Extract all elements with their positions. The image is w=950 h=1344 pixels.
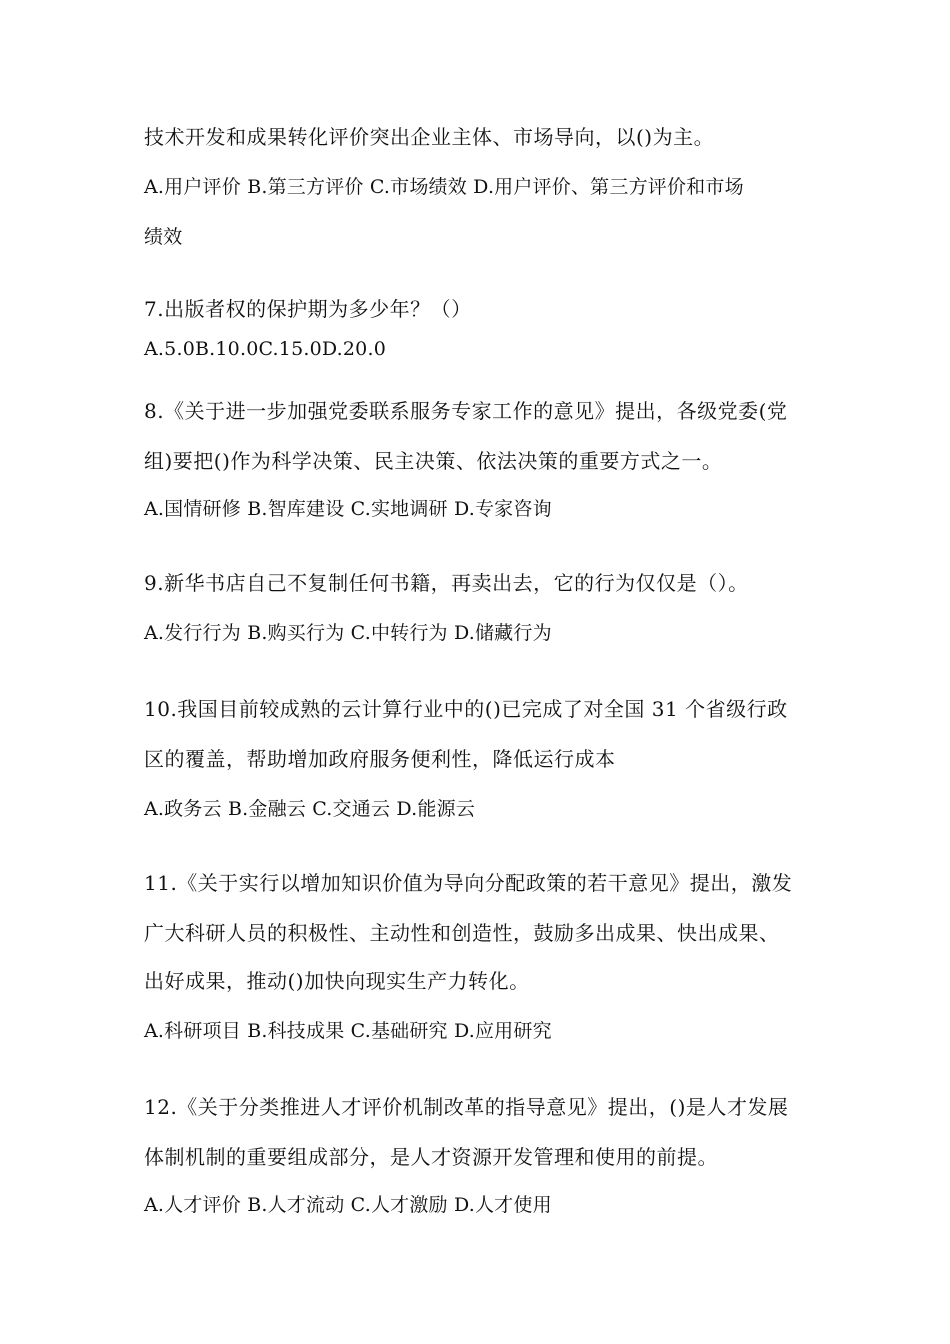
question-6-stem: 技术开发和成果转化评价突出企业主体、市场导向，以()为主。 <box>144 125 715 149</box>
question-12-options: A.人才评价 B.人才流动 C.人才激励 D.人才使用 <box>144 1194 552 1216</box>
question-11-stem-end: 出好成果，推动()加快向现实生产力转化。 <box>144 969 530 993</box>
question-12-stem: 12.《关于分类推进人才评价机制改革的指导意见》提出，()是人才发展 <box>144 1095 789 1119</box>
question-8-stem-continued: 组)要把()作为科学决策、民主决策、依法决策的重要方式之一。 <box>144 449 723 473</box>
question-7-options: A.5.0B.10.0C.15.0D.20.0 <box>144 338 386 360</box>
question-12-stem-continued: 体制机制的重要组成部分，是人才资源开发管理和使用的前提。 <box>144 1145 718 1169</box>
question-10-stem: 10.我国目前较成熟的云计算行业中的()已完成了对全国 31 个省级行政 <box>144 697 788 721</box>
question-9-options: A.发行行为 B.购买行为 C.中转行为 D.储藏行为 <box>144 622 552 644</box>
question-11-stem: 11.《关于实行以增加知识价值为导向分配政策的若干意见》提出，激发 <box>144 871 793 895</box>
question-11-stem-continued: 广大科研人员的积极性、主动性和创造性，鼓励多出成果、快出成果、 <box>144 921 780 945</box>
question-8-options: A.国情研修 B.智库建设 C.实地调研 D.专家咨询 <box>144 498 552 520</box>
question-8-stem: 8.《关于进一步加强党委联系服务专家工作的意见》提出，各级党委(党 <box>144 399 788 423</box>
question-6-options-continued: 绩效 <box>144 226 183 248</box>
question-9-stem: 9.新华书店自己不复制任何书籍，再卖出去，它的行为仅仅是（）。 <box>144 571 749 595</box>
question-10-stem-continued: 区的覆盖，帮助增加政府服务便利性，降低运行成本 <box>144 747 616 771</box>
question-7-stem: 7.出版者权的保护期为多少年？（） <box>144 297 472 321</box>
question-10-options: A.政务云 B.金融云 C.交通云 D.能源云 <box>144 798 475 820</box>
question-6-options: A.用户评价 B.第三方评价 C.市场绩效 D.用户评价、第三方评价和市场 <box>144 176 744 198</box>
question-11-options: A.科研项目 B.科技成果 C.基础研究 D.应用研究 <box>144 1020 552 1042</box>
